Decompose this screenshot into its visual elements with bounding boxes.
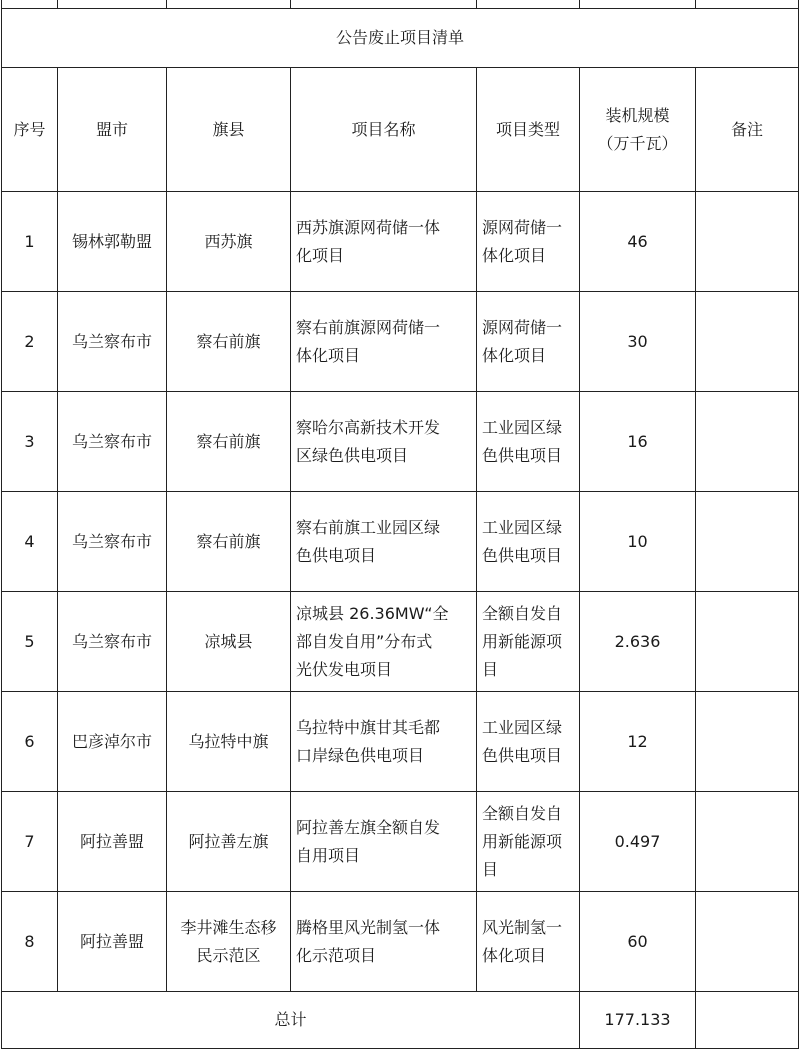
cell-remarks (696, 492, 799, 592)
header-index: 序号 (2, 68, 58, 192)
top-rule (0, 0, 800, 8)
header-name: 项目名称 (291, 68, 477, 192)
cell-index: 1 (2, 192, 58, 292)
cell-league: 乌兰察布市 (58, 592, 167, 692)
cell-league: 阿拉善盟 (58, 892, 167, 992)
cell-index: 7 (2, 792, 58, 892)
table-row (2, 892, 799, 992)
cell-remarks (696, 292, 799, 392)
cell-type: 风光制氢一 体化项目 (477, 892, 580, 992)
total-label: 总计 (2, 992, 580, 1049)
header-row (2, 68, 799, 192)
cell-league: 巴彦淖尔市 (58, 692, 167, 792)
cell-capacity: 46 (580, 192, 696, 292)
table-row (2, 392, 799, 492)
cell-league: 乌兰察布市 (58, 292, 167, 392)
table-title: 公告废止项目清单 (2, 9, 799, 68)
header-type: 项目类型 (477, 68, 580, 192)
cell-capacity: 0.497 (580, 792, 696, 892)
cell-type: 源网荷储一 体化项目 (477, 192, 580, 292)
cell-index: 5 (2, 592, 58, 692)
cell-county: 察右前旗 (167, 392, 291, 492)
cell-type: 工业园区绿 色供电项目 (477, 392, 580, 492)
table-row (2, 792, 799, 892)
total-remarks (696, 992, 799, 1049)
cell-league: 乌兰察布市 (58, 492, 167, 592)
cell-capacity: 2.636 (580, 592, 696, 692)
header-remarks: 备注 (696, 68, 799, 192)
header-capacity: 装机规模 （万千瓦） (580, 68, 696, 192)
cell-county: 察右前旗 (167, 492, 291, 592)
cell-index: 6 (2, 692, 58, 792)
table-row (2, 192, 799, 292)
total-row (2, 992, 799, 1049)
cell-capacity: 16 (580, 392, 696, 492)
cell-type: 全额自发自 用新能源项 目 (477, 792, 580, 892)
table-row (2, 292, 799, 392)
cell-capacity: 12 (580, 692, 696, 792)
cell-remarks (696, 792, 799, 892)
table-row (2, 492, 799, 592)
cell-name: 腾格里风光制氢一体 化示范项目 (291, 892, 477, 992)
cell-index: 8 (2, 892, 58, 992)
cell-league: 锡林郭勒盟 (58, 192, 167, 292)
cell-county: 阿拉善左旗 (167, 792, 291, 892)
cell-type: 源网荷储一 体化项目 (477, 292, 580, 392)
cell-index: 4 (2, 492, 58, 592)
header-league: 盟市 (58, 68, 167, 192)
title-row (2, 9, 799, 68)
cell-remarks (696, 592, 799, 692)
cell-remarks (696, 892, 799, 992)
table-row (2, 692, 799, 792)
cell-type: 全额自发自 用新能源项 目 (477, 592, 580, 692)
cell-county: 乌拉特中旗 (167, 692, 291, 792)
cell-league: 乌兰察布市 (58, 392, 167, 492)
cell-remarks (696, 392, 799, 492)
cell-name: 阿拉善左旗全额自发 自用项目 (291, 792, 477, 892)
cell-index: 2 (2, 292, 58, 392)
cell-type: 工业园区绿 色供电项目 (477, 692, 580, 792)
cell-county: 察右前旗 (167, 292, 291, 392)
cell-remarks (696, 692, 799, 792)
total-capacity: 177.133 (580, 992, 696, 1049)
cell-capacity: 10 (580, 492, 696, 592)
cell-name: 凉城县 26.36MW“全 部自发自用”分布式 光伏发电项目 (291, 592, 477, 692)
cell-name: 察右前旗工业园区绿 色供电项目 (291, 492, 477, 592)
cell-type: 工业园区绿 色供电项目 (477, 492, 580, 592)
table-row (2, 592, 799, 692)
cell-remarks (696, 192, 799, 292)
cell-capacity: 60 (580, 892, 696, 992)
cell-county: 凉城县 (167, 592, 291, 692)
cell-name: 西苏旗源网荷储一体 化项目 (291, 192, 477, 292)
cell-name: 察哈尔高新技术开发 区绿色供电项目 (291, 392, 477, 492)
cell-capacity: 30 (580, 292, 696, 392)
cell-league: 阿拉善盟 (58, 792, 167, 892)
header-county: 旗县 (167, 68, 291, 192)
project-table (1, 8, 799, 1049)
cell-name: 察右前旗源网荷储一 体化项目 (291, 292, 477, 392)
cell-name: 乌拉特中旗甘其毛都 口岸绿色供电项目 (291, 692, 477, 792)
cell-county: 李井滩生态移 民示范区 (167, 892, 291, 992)
cell-county: 西苏旗 (167, 192, 291, 292)
cell-index: 3 (2, 392, 58, 492)
